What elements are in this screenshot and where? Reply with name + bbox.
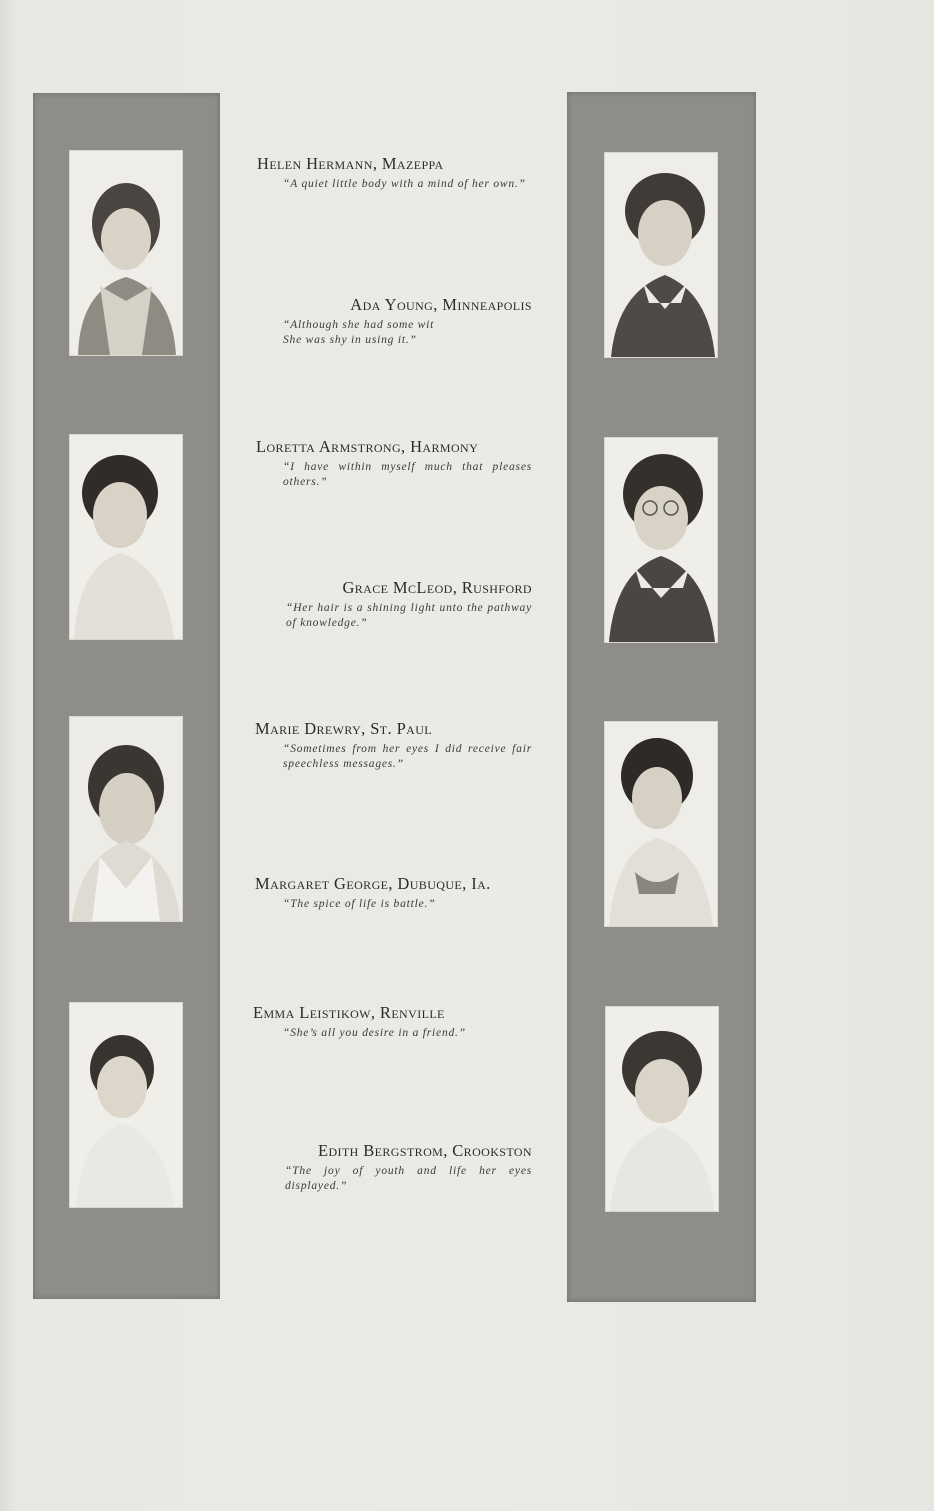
student-entry bbox=[250, 719, 532, 772]
student-entry bbox=[250, 578, 532, 631]
student-name: Ada Young, Minneapolis bbox=[350, 295, 532, 314]
student-quote: “Although she had some wit She was shy in using it.” bbox=[283, 319, 435, 346]
portrait-photo bbox=[605, 1006, 719, 1212]
portrait-photo bbox=[604, 721, 718, 927]
student-name: Marie Drewry, St. Paul bbox=[255, 719, 433, 738]
student-name: Loretta Armstrong, Harmony bbox=[256, 437, 479, 456]
student-quote: “Her hair is a shining light unto the pathway of knowledge.” bbox=[286, 602, 532, 629]
student-name: Edith Bergstrom, Crookston bbox=[318, 1141, 532, 1160]
student-entry bbox=[250, 437, 532, 490]
portrait-photo bbox=[604, 437, 718, 643]
student-entry bbox=[250, 295, 532, 348]
student-quote: “A quiet little body with a mind of her own.” bbox=[283, 178, 526, 190]
student-quote: “The joy of youth and life her eyes displayed.” bbox=[285, 1165, 532, 1192]
student-quote: “She’s all you desire in a friend.” bbox=[283, 1027, 466, 1039]
student-quote: “Sometimes from her eyes I did receive fair speechless messages.” bbox=[283, 743, 532, 770]
student-entry bbox=[250, 1003, 532, 1041]
student-name: Helen Hermann, Mazeppa bbox=[257, 154, 444, 173]
student-name: Margaret George, Dubuque, Ia. bbox=[255, 874, 491, 893]
student-name: Emma Leistikow, Renville bbox=[253, 1003, 445, 1022]
student-entry bbox=[250, 1141, 532, 1194]
portrait-photo bbox=[69, 434, 183, 640]
portrait-photo bbox=[69, 1002, 183, 1208]
portrait-photo bbox=[69, 150, 183, 356]
portrait-photo bbox=[604, 152, 718, 358]
student-quote: “I have within myself much that pleases others.” bbox=[283, 461, 532, 488]
portrait-photo bbox=[69, 716, 183, 922]
student-quote: “The spice of life is battle.” bbox=[283, 898, 436, 910]
student-entry bbox=[250, 874, 532, 912]
student-name: Grace McLeod, Rushford bbox=[342, 578, 532, 597]
student-entry bbox=[250, 154, 532, 192]
